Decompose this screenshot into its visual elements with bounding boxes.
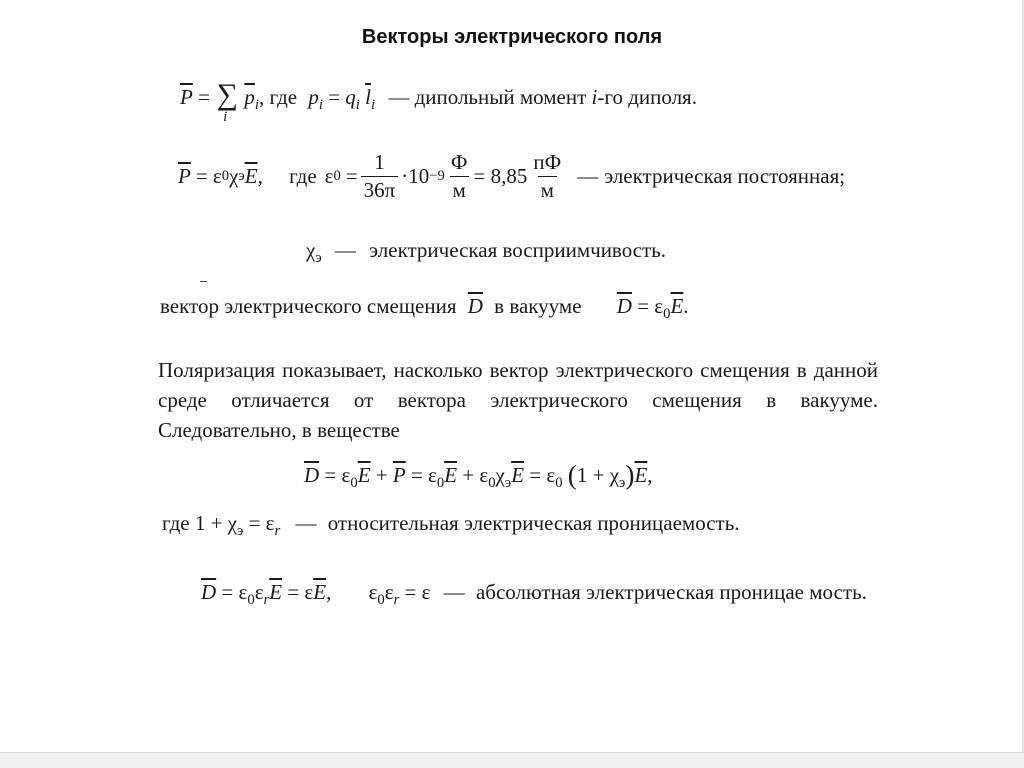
definition-susceptibility: $\chi_э$ — электрическая восприимчивость. bbox=[306, 238, 667, 267]
polarization-paragraph: Поляризация показывает, насколько вектор электрического смещения в данной среде отличается от вектора электрического смещения в вакууме. Следовательно, в веществе bbox=[158, 358, 878, 442]
fraction-picofarad-per-meter: $\frac{пФ}{м}$ bbox=[533, 150, 562, 202]
var-P: $\overline{P}$ bbox=[180, 85, 193, 109]
vacuum-displacement: вектор электрического смещения $\overline{D}$ в вакууме $\overline{D} = \varepsilon_0\overline{E}$. bbox=[160, 294, 689, 323]
definition-absolute-permittivity: $\overline{D} = \varepsilon_0\varepsilon_r\overline{E} = \varepsilon\overline{E}$, $\varepsilon_0\varepsilon_r = \varepsilon$ — абсолютная электрическая проницае мость. bbox=[201, 580, 867, 609]
bottom-strip bbox=[0, 752, 1024, 768]
fraction-farad-per-meter: $\frac{Ф}{м}$ bbox=[450, 150, 468, 202]
formula-displacement-in-matter: $\overline{D} = \varepsilon_0\overline{E} + \overline{P} = \varepsilon_0\overline{E} + \varepsilon_0\chi_э\overline{E} = \varepsilon_0$ $(1 + \chi_э)\overline{E}$, bbox=[304, 460, 653, 491]
stray-mark bbox=[200, 281, 207, 282]
formula-dipole-sum: $\overline{P}$ = ∑ i $\overline{p}_i$, где $p_i = q_i$ $\overline{l}_i$ — дипольный момент i-го диполя. bbox=[180, 78, 697, 125]
fraction-1-over-36pi: $\frac{1}{36\pi}$ bbox=[361, 152, 399, 201]
slide-title: Векторы электрического поля bbox=[361, 26, 663, 48]
definition-relative-permittivity: где $1 + \chi_э = \varepsilon_r$ — относительная электрическая проницаемость. bbox=[162, 511, 740, 540]
formula-polarization: $\overline{P}$ = ε 0 χ э $\overline{E}$ , где ε 0 = $\frac{1}{36\pi}$ ·10 −9 $\frac{Ф}{м}$ = 8,85 $\frac{пФ}{м}$ — электрическая постоянная; bbox=[178, 150, 846, 202]
sum-symbol: ∑ i bbox=[216, 78, 238, 125]
